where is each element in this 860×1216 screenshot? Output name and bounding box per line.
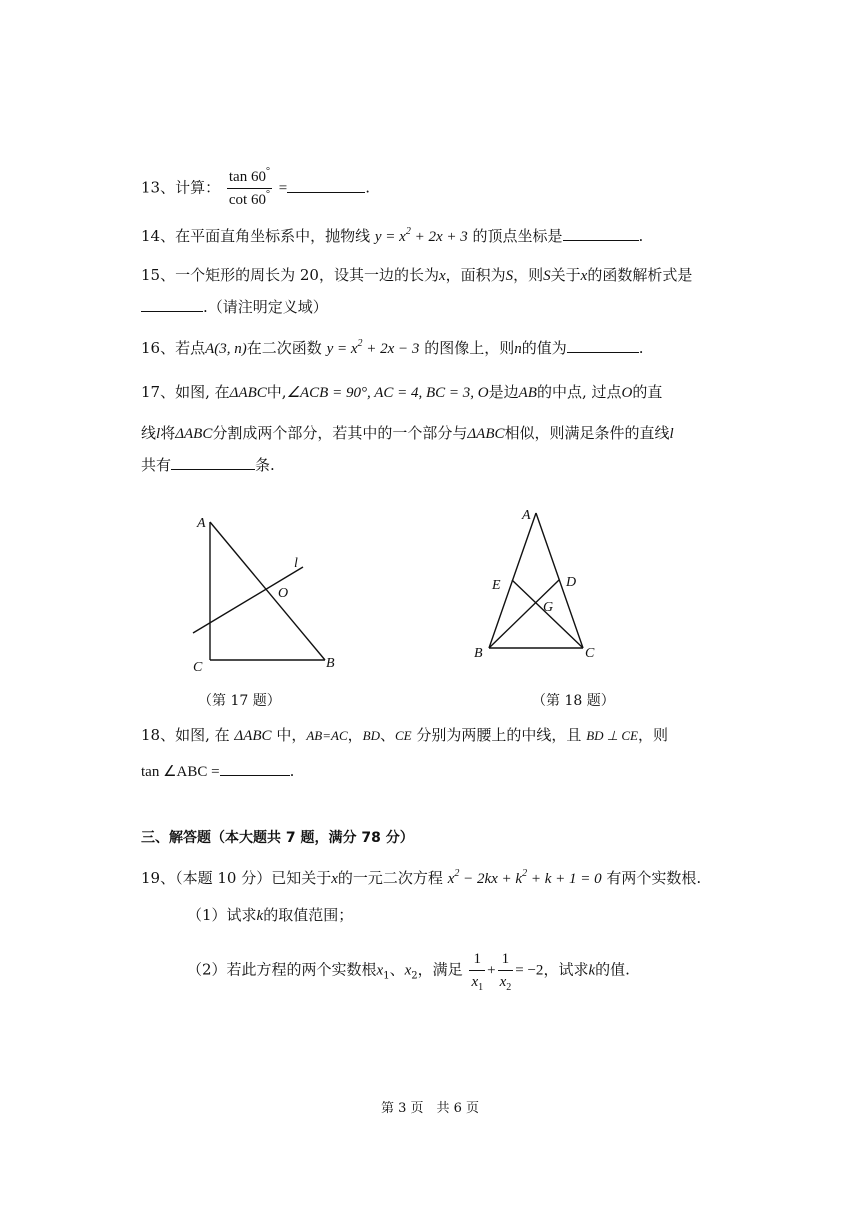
q16-answer-blank	[567, 338, 639, 353]
q18-answer-blank	[220, 761, 290, 776]
question-14: 14、在平面直角坐标系中，抛物线 $y = x^2 + 2x + 3$ 的顶点坐标是 .	[141, 226, 644, 245]
q19-fraction-2: $\frac{1}{x_2}$	[498, 948, 514, 993]
q13-equals: =	[278, 180, 288, 197]
question-17-line2: 线l将ΔABC分割成两个部分，若其中的一个部分与ΔABC相似，则满足条件的直线l	[141, 424, 674, 442]
q13-denominator: cot 60	[228, 192, 266, 208]
fig17-label-o: O	[278, 586, 289, 601]
figure-18	[468, 500, 618, 670]
q13-answer-blank	[287, 178, 365, 193]
fig17-side-ab	[210, 522, 325, 660]
q19-equation: $x^2 - 2kx + k^2 + k + 1 = 0$	[447, 868, 602, 887]
q13-number: 13、	[141, 178, 176, 197]
question-19: 19、（本题 10 分）已知关于x的一元二次方程 $x^2 - 2kx + k^2 + k + 1 = 0$ 有两个实数根.	[141, 868, 702, 887]
q18-tan-expression: tan ∠ABC =	[141, 764, 220, 780]
q16-point: A(3, n)	[205, 341, 247, 357]
question-13: 13、计算： $\frac{\tan 60^\circ}{\cot 60^\circ}$ = .	[141, 166, 370, 211]
fig18-label-e: E	[492, 578, 501, 593]
question-17: 17、如图, 在ΔABC中,∠ACB = 90°, AC = 4, BC = 3, O是边AB的中点, 过点O的直	[141, 383, 663, 401]
fig18-label-g: G	[543, 600, 554, 615]
fig18-label-c: C	[585, 646, 595, 661]
fig17-label-c: C	[193, 660, 203, 675]
q16-formula: $y = x^2 + 2x - 3$	[326, 338, 420, 357]
q14-answer-blank	[563, 226, 639, 241]
q13-fraction: $\frac{\tan 60^\circ}{\cot 60^\circ}$	[228, 166, 270, 208]
question-19-part1: （1）试求k的取值范围；	[187, 906, 354, 924]
question-18: 18、如图, 在 ΔABC 中，AB=AC，BD、CE 分别为两腰上的中线，且 BD ⊥ CE，则	[141, 726, 668, 744]
q13-numerator: tan 60	[228, 169, 266, 185]
question-15: 15、一个矩形的周长为 20，设其一边的长为x，面积为S，则S关于x的函数解析式是	[141, 266, 693, 284]
q17-answer-blank	[171, 455, 255, 470]
question-19-part2: （2）若此方程的两个实数根$x_1$、$x_2$，满足 $\frac{1}{x_1}$ + $\frac{1}{x_2}$ = −2，试求k的值.	[187, 948, 630, 993]
figure-17	[180, 505, 350, 680]
fig17-caption: （第 17 题）	[198, 693, 281, 709]
q13-text: 计算：	[175, 178, 221, 197]
q14-formula: $y = x^2 + 2x + 3$	[374, 226, 468, 245]
question-15-line2: .（请注明定义域）	[141, 297, 328, 317]
fig18-label-d: D	[566, 575, 577, 590]
q15-answer-blank	[141, 297, 203, 312]
q17-conditions: ∠ACB = 90°, AC = 4, BC = 3, O	[286, 385, 489, 401]
page-footer: 第 3 页 共 6 页	[380, 1101, 480, 1116]
q19-fraction-1: $\frac{1}{x_1}$	[469, 948, 485, 993]
question-18-line2: tan ∠ABC = .	[141, 762, 295, 780]
fig18-label-a: A	[522, 508, 531, 523]
fig17-label-b: B	[326, 656, 335, 671]
question-16: 16、若点A(3, n)在二次函数 $y = x^2 + 2x - 3$ 的图像上，则n的值为 .	[141, 338, 644, 357]
question-17-line3: 共有 条.	[141, 456, 275, 474]
section-3-title: 三、解答题（本大题共 7 题，满分 78 分）	[141, 830, 414, 846]
fig18-label-b: B	[474, 646, 483, 661]
fig18-caption: （第 18 题）	[532, 693, 615, 709]
fig17-label-a: A	[197, 516, 206, 531]
fig17-label-l: l	[294, 556, 298, 571]
